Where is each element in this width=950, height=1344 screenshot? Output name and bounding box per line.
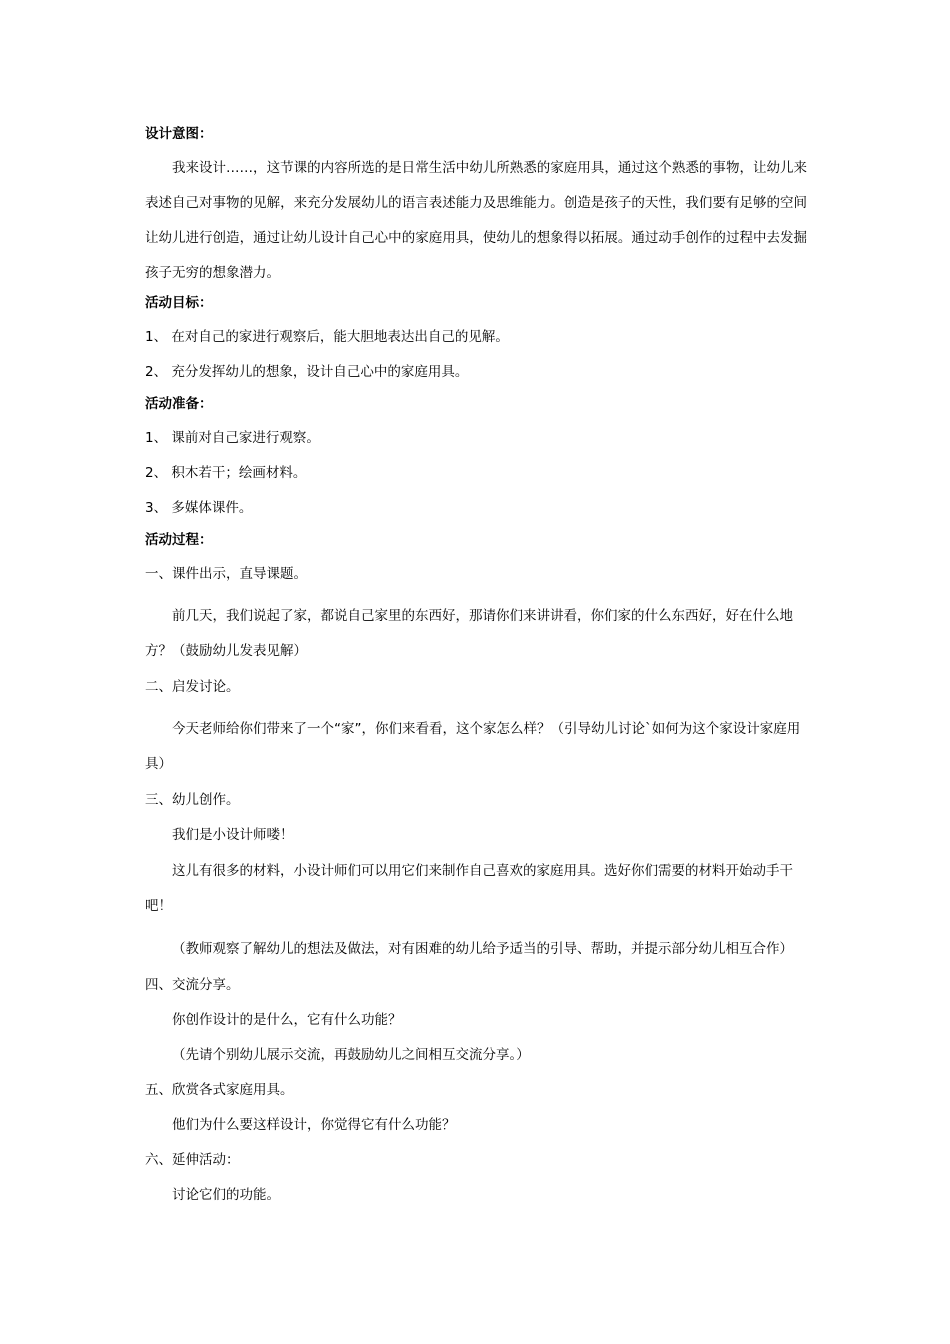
process-heading: 活动过程： bbox=[145, 532, 213, 548]
goal-item-2: 2、 充分发挥幼儿的想象，设计自己心中的家庭用具。 bbox=[145, 364, 469, 380]
step-2-text: 今天老师给你们带来了一个“家”，你们来看看，这个家怎么样？（引导幼儿讨论`如何为这个家设计家庭用具） bbox=[145, 721, 801, 772]
prep-heading: 活动准备： bbox=[145, 396, 213, 412]
step-3-text-2: 这儿有很多的材料，小设计师们可以用它们来制作自己喜欢的家庭用具。选好你们需要的材料开始动手干吧！ bbox=[145, 863, 793, 914]
step-1-title: 一、课件出示，直导课题。 bbox=[145, 566, 307, 582]
step-4-text-1: 你创作设计的是什么，它有什么功能？ bbox=[172, 1012, 402, 1028]
design-heading: 设计意图： bbox=[145, 126, 213, 142]
step-3-text-3: （教师观察了解幼儿的想法及做法，对有困难的幼儿给予适当的引导、帮助，并提示部分幼儿相互合作） bbox=[172, 941, 793, 957]
step-1-text: 前几天，我们说起了家，都说自己家里的东西好，那请你们来讲讲看，你们家的什么东西好，好在什么地方？（鼓励幼儿发表见解） bbox=[145, 608, 793, 659]
document-body bbox=[145, 124, 807, 1220]
step-4-text-2: （先请个别幼儿展示交流，再鼓励幼儿之间相互交流分享。） bbox=[172, 1047, 530, 1063]
goals-heading: 活动目标： bbox=[145, 295, 213, 311]
step-4-title: 四、交流分享。 bbox=[145, 977, 240, 993]
step-5-title: 五、欣赏各式家庭用具。 bbox=[145, 1082, 294, 1098]
step-5-text: 他们为什么要这样设计，你觉得它有什么功能？ bbox=[172, 1117, 456, 1133]
prep-item-3: 3、 多媒体课件。 bbox=[145, 500, 253, 516]
prep-item-1: 1、 课前对自己家进行观察。 bbox=[145, 430, 320, 446]
prep-item-2: 2、 积木若干；绘画材料。 bbox=[145, 465, 307, 481]
goal-item-1: 1、 在对自己的家进行观察后，能大胆地表达出自己的见解。 bbox=[145, 329, 509, 345]
step-6-title: 六、延伸活动： bbox=[145, 1152, 240, 1168]
step-3-title: 三、幼儿创作。 bbox=[145, 792, 240, 808]
step-3-text-1: 我们是小设计师喽！ bbox=[172, 827, 294, 843]
step-6-text: 讨论它们的功能。 bbox=[172, 1187, 280, 1203]
step-2-title: 二、启发讨论。 bbox=[145, 679, 240, 695]
design-paragraph: 我来设计……，这节课的内容所选的是日常生活中幼儿所熟悉的家庭用具，通过这个熟悉的事物，让幼儿来表述自己对事物的见解，来充分发展幼儿的语言表述能力及思维能力。创造是孩子的天性，我们要有足够的空间让幼儿进行创造，通过让幼儿设计自己心中的家庭用具，使幼儿的想象得以拓展。通过动手创作的过程中去发掘孩子无穷的想象潜力。 bbox=[145, 160, 807, 281]
